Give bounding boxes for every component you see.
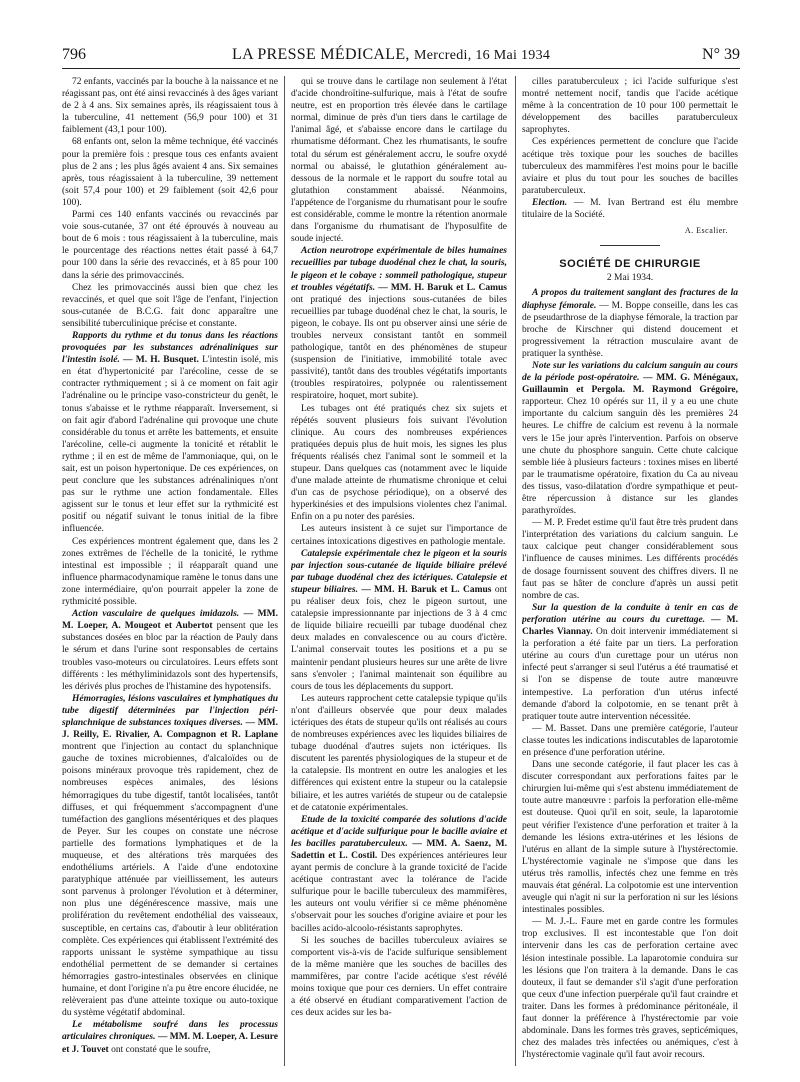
article <box>62 693 278 1020</box>
page-number: 796 <box>62 46 86 63</box>
article-authors: — MM. A. Saenz, M. Sadettin et L. Costil. <box>291 838 507 861</box>
article-text: Des expériences antérieures leur ayant permis de conclure à la grande toxicité de l'acide acétique contrastant avec la tolérance de l'acide sulfurique pour le bacille tuberculeux des mammifères, les auteurs ont voulu vérifier si ce même phénomène s'observait pour les souches d'origine aviaire et pour les bacilles acido-alcoolo-résistants saprophytes. <box>291 851 507 934</box>
column-1 <box>62 76 278 1072</box>
article-text: ont pu réaliser deux fois, chez le pigeon surtout, une catalepsie impressionnante par injections de 3 à 4 cmc de liquide biliaire recueilli par tubage duodénal chez deux malades en convalescence ou au cours d'ictère. L'animal conservait toutes les positions et a pu se maintenir pendant plusieurs heures sur une arête de livre sans s'envoler ; l'animal maintenait son équilibre au cours de tous les déplacements du support. <box>291 584 507 692</box>
article <box>522 360 738 517</box>
article-title: Sur la question de la conduite à tenir en cas de perforation utérine au cours du curettage. <box>522 602 738 625</box>
article-text: pensent que les substances dosées en bloc par la réaction de Pauly dans le sérum et dans l'urine sont responsables de certains troubles vaso-moteurs ou circulatoires. Leurs effets sont différents : les méthyliminidazols sont des hypertensifs, les dérivés plus proches de l'histamine des hypotensifs. <box>62 621 278 692</box>
article-text: On doit intervenir immédiatement si la perforation a été faite par un tiers. La perforation utérine au cours d'un curettage pour un utérus non infecté peut s'arranger si seul l'utérus a été traumatisé et si l'on se dispense de toute autre manœuvre intempestive. La perforation d'un utérus infecté demande d'abord la colpotomie, en se tenant prêt à pratiquer toute autre intervention nécessitée. <box>522 627 738 722</box>
paragraph: cilles paratuberculeux ; ici l'acide sulfurique s'est montré nettement nocif, tandis que l'acide acétique même à la concentration de 10 pour 100 permettait le développement des bacilles paratuberculeux saprophytes. <box>522 77 738 136</box>
issue-date: Mercredi, 16 Mai 1934 <box>414 48 551 63</box>
paragraph: — M. Basset. Dans une première catégorie, l'auteur classe toutes les indications indiscutables de laparotomie en présence d'une perforation utérine. <box>522 723 738 758</box>
paragraph: — M. P. Fredet estime qu'il faut être très prudent dans l'interprétation des variations du calcium sanguin. Le taux calcique peut changer considérablement sous l'influence de causes minimes. Les différents procédés de dosage fournissent souvent des chiffres divers. Il ne faut pas se hâter de conclure d'après un aussi petit nombre de cas. <box>522 518 738 601</box>
paragraph: Chez les primovaccinés aussi bien que chez les revaccinés, et quel que soit l'âge de l'enfant, l'injection sous-cutanée de B.C.G. fait donc apparaître une sensibilité tuberculinique précise et constante. <box>62 282 278 329</box>
article-authors: — MM. H. Baruk et L. Camus <box>361 584 492 595</box>
article-authors: — MM. M. Loeper, A. Mougeot et Aubertot <box>62 609 278 632</box>
election-note <box>522 197 738 221</box>
article-title: Hémorragies, lésions vasculaires et lymphatiques du tube digestif déterminées par l'injection péri-splanchnique de substances toxiques diverses. <box>62 693 278 728</box>
paragraph: — M. J.-L. Faure met en garde contre les formules trop exclusives. Il est incontestable que l'on doit intervenir dans les cas de perforation certaine avec lésion intestinale possible. La laparotomie conduira sur les lésions que l'on traitera à la demande. Dans le cas douteux, il faut se demander s'il s'agit d'une perforation que ceux d'une infection puerpérale qu'il faut craindre et traiter. Dans les formes à prédominance péritonéale, il faut donner la préférence à l'hystérectomie par voie abdominale. Dans les formes très graves, septicémiques, chez des malades très infectées ou anémiques, c'est à l'hystérectomie vaginale qu'il faut avoir recours. <box>522 917 738 1061</box>
article-text: montrent que l'injection au contact du splanchnique gauche de toxines microbiennes, d'alcaloïdes ou de poisons minéraux provoque très rapidement, chez de nombreuses espèces animales, des lésions hémorragiques du tube digestif, tantôt localisées, tantôt diffuses, et qui fréquemment s'accompagnent d'une tuméfaction des ganglions mésentériques et des plaques de Peyer. Sur les coupes on constate une nécrose partielle des formations lymphatiques et de la muqueuse, et des altérations très marquées des endothéliums artériels. A l'aide d'une endotoxine paratyphique atténuée par vieillissement, les auteurs sont parvenus à prolonger l'évolution et à déterminer, non plus une dégénérescence massive, mais une prolifération du revêtement endothélial des vaisseaux, susceptible, en certains cas, d'aboutir à leur oblitération complète. Ces expériences qui établissent l'extrémité des rapports unissant le système sympathique au tissu endothélial permettent de se demander si certaines hémorragies gastro-intestinales observées en clinique humaine, et dont l'origine n'a pu être encore élucidée, ne relèveraient pas d'une atteinte toxique ou auto-toxique du système végétatif abdominal. <box>62 742 278 1019</box>
article <box>62 608 278 693</box>
article <box>291 548 507 693</box>
article-authors: — M. H. Busquet. <box>123 355 199 366</box>
paragraph: 72 enfants, vaccinés par la bouche à la naissance et ne réagissant pas, ont été ainsi revaccinés à des âges variant de 2 à 4 ans. Six semaines après, ils réagissaient tous à la tuberculine, 41 nettement (56,9 pour 100) et 31 faiblement (43,1 pour 100). <box>62 77 278 136</box>
article-title: A propos du traitement sanglant des fractures de la diaphyse fémorale. <box>522 288 738 311</box>
signature-text: A. Escalier. <box>684 226 728 236</box>
paragraph: Les auteurs insistent à ce sujet sur l'importance de certaines intoxications digestives en pathologie mentale. <box>291 524 507 547</box>
article-authors: — MM. J. Reilly, E. Rivalier, A. Compagnon et R. Laplane <box>62 717 278 741</box>
section-heading: SOCIÉTÉ DE CHIRURGIE <box>559 258 701 271</box>
paragraph: qui se trouve dans le cartilage non seulement à l'état d'acide chondroïtine-sulfurique, mais à l'état de soufre neutre, est en proportion très élevée dans le cartilage normal, diminue de près d'un tiers dans le cartilage de l'animal âgé, et s'abaisse encore dans le cartilage du rhumatisme déformant. Chez les rhumatisants, le soufre total du sérum est généralement accru, le soufre oxydé normal ou abaissé, le glutathion généralement au-dessous de la normale et le rapport du soufre total au glutathion constamment abaissé. Néanmoins, l'appétence de l'organisme du rhumatisant pour le soufre est considérable, comme le montre la rétention anormale dans l'organisme du rhumatisant de l'hyposulfite de soude injecté. <box>291 77 507 245</box>
page-header <box>62 46 740 69</box>
paragraph: 68 enfants ont, selon la même technique, été vaccinés pour la première fois : presque tous ces enfants avaient plus de 2 ans ; les plus âgés avaient 4 ans. Six semaines après, tous réagissaient à la tuberculine, 39 nettement (soit 57,4 pour 100) et 29 faiblement (soit 42,6 pour 100). <box>62 137 278 208</box>
article-title: Catalepsie expérimentale chez le pigeon et la souris par injection sous-cutanée de liquide biliaire prélevé par tubage duodénal chez des ictériques. Catalepsie et stupeur biliaires. <box>291 548 507 595</box>
article-text: ont constaté que le soufre, <box>111 1044 211 1055</box>
paragraph: Ces expériences montrent également que, dans les 2 zones extrêmes de l'échelle de la tonicité, le rythme intestinal est impossible ; il réapparaît quand une influence pharmacodynamique ramène le tonus dans une zone intermédiaire, qu'on pourrait appeler la zone de rythmicité possible. <box>62 536 278 608</box>
column-rule <box>284 76 285 1066</box>
column-3 <box>522 76 738 1072</box>
article-authors: — M. Charles Viannay. <box>522 614 738 638</box>
article-title: Action neurotrope expérimentale de biles humaines recueillies par tubage duodénal chez le chat, la souris, le pigeon et le cobaye : sommeil pathologique, stupeur et troubles végétatifs. <box>291 246 507 293</box>
article-authors: — MM. G. Ménégaux, Guillaumin et Pergola. M. Raymond Grégoire, <box>522 373 738 396</box>
article-text: — M. Boppe conseille, dans les cas de pseudarthrose de la diaphyse fémorale, la traction par broche de Kirschner qui distend doucement et progressivement la rétraction musculaire avant de pratiquer la synthèse. <box>522 300 738 359</box>
article <box>291 245 507 402</box>
paragraph: Les auteurs rapprochent cette catalepsie typique qu'ils n'ont d'ailleurs observée que pour deux malades ictériques des états de stupeur qu'ils ont réalisés au cours de nombreuses expériences avec les liquides biliaires de tubage duodénal d'autres sujets non ictériques. Ils discutent les parentés physiologiques de la stupeur et de la catalepsie. Ils montrent en outre les analogies et les différences qui existent entre la stupeur ou la catalepsie biliaire, et les autres variétés de stupeur ou de catalepsie et de catatonie expérimentales. <box>291 693 507 813</box>
article <box>291 814 507 935</box>
signature <box>522 225 728 237</box>
election-title: Election. <box>532 197 568 208</box>
paragraph: Les tubages ont été pratiqués chez six sujets et répétés souvent plusieurs fois suivant l'évolution clinique. Au cours des nombreuses expériences pratiquées depuis plus de huit mois, les signes les plus fréquents réalisés chez l'animal sont le sommeil et la stupeur. Dans quelques cas (notamment avec le liquide d'une malade atteinte de rhumatisme chronique et celui d'un cas de psychose périodique), on a observé des hyperkinésies et des impulsions violentes chez l'animal. Enfin on a pu noter des parésies. <box>291 403 507 523</box>
journal-name: LA PRESSE MÉDICALE, <box>232 46 410 63</box>
paragraph: Parmi ces 140 enfants vaccinés ou revaccinés par voie sous-cutanée, 37 ont été éprouvés à nouveau au bout de 6 mois : tous réagissaient à la tuberculine, mais le pourcentage des réactions nettes était passé à 64,7 pour 100 dans la série des revaccinés, et à 85 pour 100 dans la série des primovaccinés. <box>62 210 278 281</box>
article <box>62 1019 278 1055</box>
article-text: rapporteur. Chez 10 opérés sur 11, il y a eu une chute importante du calcium sanguin dès les premières 24 heures. Le chiffre de calcium est revenu à la normale vers le 15e jour après l'intervention. Parfois on observe une chute du phosphore sanguin. Cette chute calcique semble liée à plusieurs facteurs : toxines mises en liberté par le traumatisme opératoire, fixation du Ca au niveau des tissus, vaso-dilatation d'ordre sympathique et peut-être répercussion à distance sur les glandes parathyroïdes. <box>522 397 738 517</box>
journal-title <box>232 46 550 64</box>
article-title: Action vasculaire de quelques imidazols. <box>72 609 240 620</box>
article-title: Note sur les variations du calcium sanguin au cours de la période post-opératoire. <box>522 360 738 384</box>
column-2 <box>291 76 507 1072</box>
article-title: Rapports du rythme et du tonus dans les réactions provoquées par les substances adrénaliniques sur l'intestin isolé. <box>62 330 278 366</box>
article-authors: — MM. M. Loeper, A. Lesure et J. Touvet <box>62 1032 278 1055</box>
article <box>522 287 738 360</box>
column-rule <box>515 76 516 1066</box>
paragraph: Dans une seconde catégorie, il faut placer les cas à discuter correspondant aux perforations faites par le chirurgien lui-même qui s'est abstenu immédiatement de toute autre manœuvre : parfois la perforation elle-même est douteuse. Quoi qu'il en soit, seule, la laparotomie peut vérifier l'existence d'une perforation et traiter à la demande les lésions extra-utérines et les lésions de l'utérus en allant de la simple suture à l'hystérectomie. L'hystérectomie vaginale ne s'impose que dans les utérus très ramollis, infectés chez une femme en très mauvais état général. La colpotomie est une intervention aveugle qui n'agit ni sur la perforation ni sur les lésions intestinales possibles. <box>522 760 738 916</box>
article-text: L'intestin isolé, mis en état d'hypertonicité par l'arécoline, cesse de se contracter rythmiquement ; si à ce moment on fait agir l'adrénaline ou le principe vaso-constricteur du genêt, le tonus s'abaisse et le rythme réapparaît. Inversement, si on fait agir d'abord l'adrénaline qui provoque une chute considérable du tonus et arrête les battements, et ensuite l'arécoline, celle-ci augmente la tonicité et rétablit le rythme ; il en est de même de l'ammoniaque, qui, on le sait, est un poison hypertonique. De ces expériences, on peut conclure que les substances adrénaliniques n'ont pas sur le rythme une action fondamentale. Elles agissent sur le tonus et leur effet sur la rythmicité est positif ou négatif suivant le tonus initial de la fibre influencée. <box>62 355 278 535</box>
article <box>62 330 278 536</box>
article-title: Le métabolisme soufré dans les processus articulaires chroniques. <box>62 1020 278 1043</box>
issue-number: N° 39 <box>702 46 740 63</box>
section-separator <box>600 245 660 246</box>
article-authors: — MM. H. Baruk et L. Camus <box>378 282 507 293</box>
paragraph: Ces expériences permettent de conclure que l'acide acétique très toxique pour les souches de bacilles tuberculeux des mammifères l'est moins pour le bacille aviaire et plus du tout pour les souches de bacilles paratuberculeux. <box>522 137 738 196</box>
article <box>522 602 738 723</box>
election-text: — M. Ivan Bertrand est élu membre titulaire de la Société. <box>522 197 738 221</box>
paragraph: Si les souches de bacilles tuberculeux aviaires se comportent vis-à-vis de l'acide sulfurique sensiblement de la même manière que les souches de bacilles des mammifères, par contre l'acide acétique s'est révélé moins toxique que pour ces derniers. Un effet contraire a été observé en étudiant comparativement l'action de ces deux acides sur les ba- <box>291 935 507 1019</box>
section-date: 2 Mai 1934. <box>606 273 654 284</box>
article-text: ont pratiqué des injections sous-cutanées de biles recueillies par tubage duodénal chez le chat, la souris, le pigeon, le cobaye. Ils ont pu observer ainsi une série de troubles nerveux consistant tantôt en sommeil pathologique, tantôt en des phénomènes de stupeur (suspension de l'initiative, immobilité totale avec passivité), tantôt dans des troubles végétatifs importants (troubles respiratoires, polypnée ou ralentissement respiratoire, hoquet, mort subite). <box>291 294 507 402</box>
article-title: Etude de la toxicité comparée des solutions d'acide acétique et d'acide sulfurique pour le bacille aviaire et les bacilles paratuberculeux. <box>291 814 507 849</box>
